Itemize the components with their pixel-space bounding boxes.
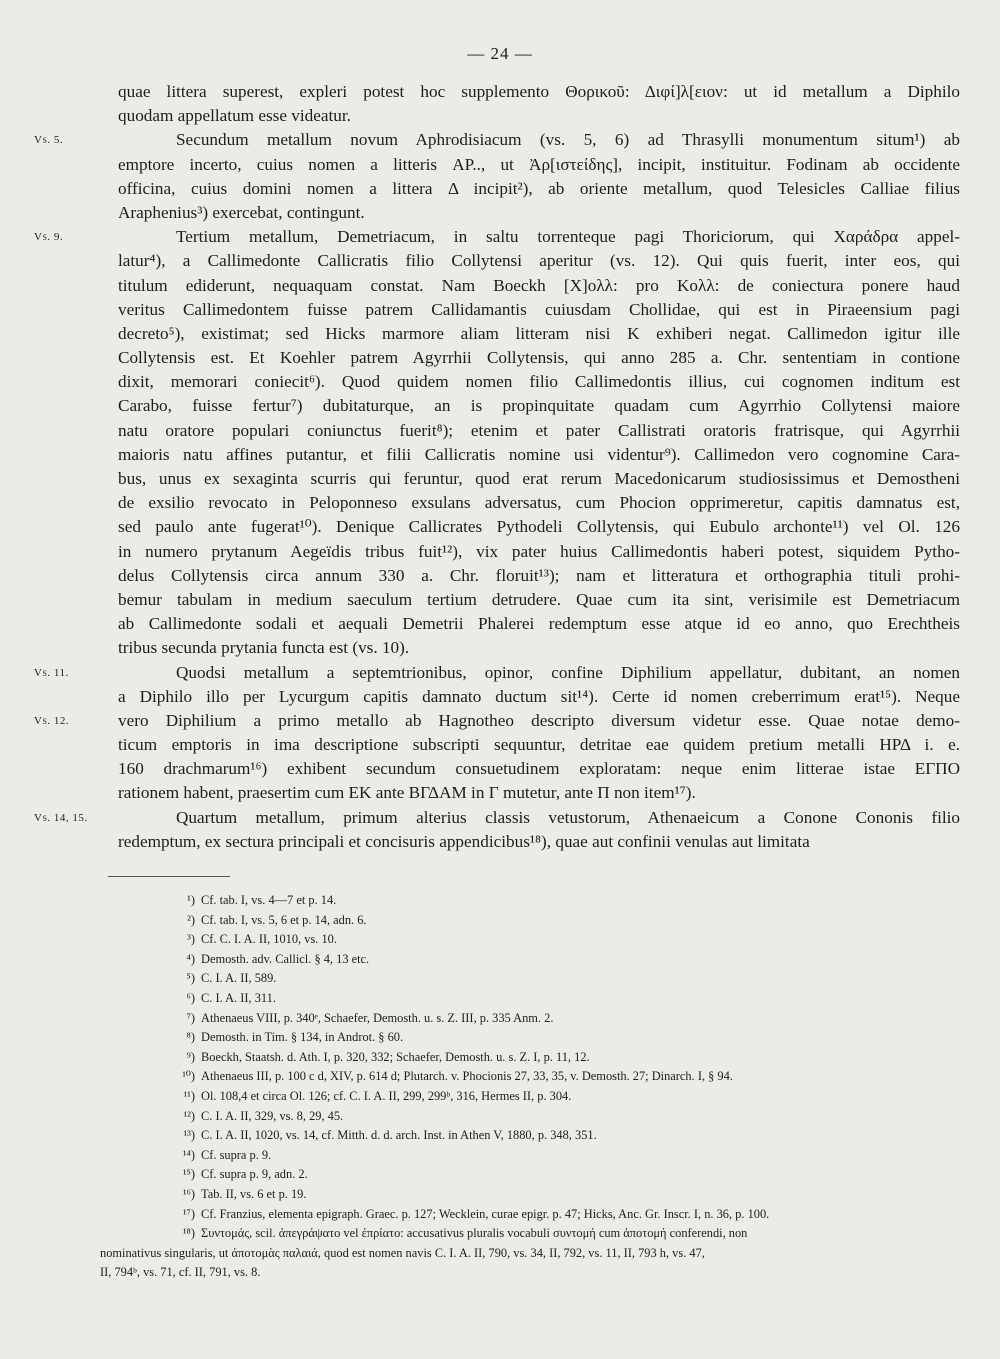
footnote-text: Athenaeus III, p. 100 c d, XIV, p. 614 d; Plutarch. v. Phocionis 27, 33, 35, v. Demosth. 27; Dinarch. I, § 94. bbox=[201, 1069, 733, 1084]
footnote-text: Ol. 108,4 et circa Ol. 126; cf. C. I. A. II, 299, 299ᵇ, 316, Hermes II, p. 304. bbox=[201, 1088, 572, 1103]
body-line: redemptum, ex sectura principali et concisuris appendicibus¹⁸), quae aut confinii venulas aut limitata bbox=[118, 831, 810, 851]
body-line: sed paulo ante fugerat¹⁰). Denique Callicrates Pythodeli Collytensis, qui Eubulo archonte¹¹) vel Ol. 126 bbox=[118, 517, 960, 537]
footnote-number: ¹³) bbox=[183, 1128, 195, 1143]
body-line: ab Callimedonte sodali et aequali Demetrii Phalerei redemptum esse atque id eo anno, quo Erechtheis bbox=[118, 614, 960, 634]
body-line: Collytensis est. Et Koehler patrem Agyrrhii Collytensis, qui anno 285 a. Chr. sententiam in contione bbox=[118, 348, 960, 368]
footnote bbox=[100, 1126, 950, 1146]
footnote-text: Cf. tab. I, vs. 4—7 et p. 14. bbox=[201, 893, 337, 907]
body-line: bemur tabulam in medium saeculum tertium detrudere. Quae cum ita sint, verisimile est Demetriacum bbox=[118, 589, 960, 609]
body-line: latur⁴), a Callimedonte Callicratis filio Collytensi aperitur (vs. 12). Qui quis fuerit, inter eos, qui bbox=[118, 251, 960, 271]
body-line: Secundum metallum novum Aphrodisiacum (vs. 5, 6) ad Thrasylli monumentum situm¹) ab bbox=[176, 130, 960, 150]
body-line: tribus secunda prytania functa est (vs. 10). bbox=[118, 638, 410, 658]
margin-verse-ref: Vs. 14, 15. bbox=[34, 811, 88, 824]
footnote-number: ⁸) bbox=[186, 1030, 195, 1045]
body-line: maioris natu affines putantur, et filii Callicratis nomine usi videntur⁹). Callimedon vero cognomine Cara- bbox=[118, 444, 960, 464]
body-line: ticum emptoris in ima descriptione subscripti sequuntur, detritae eae quidem pretium metalli ΗΡΔ i. e. bbox=[118, 735, 960, 755]
footnote bbox=[100, 1048, 950, 1068]
footnote bbox=[100, 1224, 950, 1244]
body-line: Araphenius³) exercebat, contingunt. bbox=[118, 202, 365, 222]
footnote-text: C. I. A. II, 311. bbox=[201, 990, 276, 1005]
footnote-number: ¹⁰) bbox=[182, 1069, 195, 1084]
footnote-number: ¹⁷) bbox=[182, 1206, 195, 1221]
footnote-text: Cf. C. I. A. II, 1010, vs. 10. bbox=[201, 932, 337, 947]
footnote-text: Demosth. adv. Callicl. § 4, 13 etc. bbox=[201, 951, 370, 966]
footnote-text: Tab. II, vs. 6 et p. 19. bbox=[201, 1186, 307, 1201]
page-number: — 24 — bbox=[467, 44, 533, 63]
footnotes bbox=[100, 891, 950, 1283]
footnote bbox=[100, 911, 950, 931]
body-line: veritus Callimedontem fuisse patrem Callidamantis cuiusdam Chollidae, qui est in Piraeensium pagi bbox=[118, 299, 960, 319]
body-line: Tertium metallum, Demetriacum, in saltu torrenteque pagi Thoriciorum, qui Χαράδρα appel- bbox=[176, 227, 960, 247]
footnote-number: ⁷) bbox=[186, 1010, 195, 1025]
footnote-number: ¹⁴) bbox=[182, 1147, 195, 1162]
body-line: dixit, memorari coniecit⁶). Quod quidem nomen filio Callimedontis illius, cui cognomen inditum est bbox=[118, 372, 960, 392]
body-line: delus Collytensis circa annum 330 a. Chr. floruit¹³); nam et litteratura et orthographia tituli prohi- bbox=[118, 565, 960, 585]
body-line: officina, cuius domini nomen a littera Δ incipit²), ab oriente metallum, quod Telesicles Calliae filius bbox=[118, 178, 960, 198]
footnote-text: Cf. supra p. 9, adn. 2. bbox=[201, 1167, 308, 1182]
footnote-text: Demosth. in Tim. § 134, in Androt. § 60. bbox=[201, 1030, 404, 1045]
body-text bbox=[34, 80, 960, 854]
footnote-number: ¹⁶) bbox=[182, 1186, 195, 1201]
footnote bbox=[100, 950, 950, 970]
body-line: titulum ediderunt, nequaquam constat. Nam Boeckh [Χ]ολλ: pro Κολλ: de coniectura ponere haud bbox=[118, 275, 960, 295]
footnote bbox=[100, 1205, 950, 1225]
margin-verse-ref: Vs. 11. bbox=[34, 666, 69, 679]
footnote-number: ¹⁵) bbox=[182, 1167, 195, 1182]
footnote bbox=[100, 1146, 950, 1166]
footnote bbox=[100, 1028, 950, 1048]
footnote-number: ¹) bbox=[187, 893, 195, 907]
body-line: a Diphilo illo per Lycurgum capitis damnato ductum sit¹⁴). Certe id nomen creberrimum erat¹⁵). Neque bbox=[118, 686, 960, 706]
body-line: Quartum metallum, primum alterius classis vetustorum, Athenaeicum a Conone Cononis filio bbox=[176, 807, 960, 827]
footnote-number: ³) bbox=[187, 932, 195, 947]
footnote bbox=[100, 969, 950, 989]
footnote-text: Athenaeus VIII, p. 340ᵉ, Schaefer, Demosth. u. s. Z. III, p. 335 Anm. 2. bbox=[201, 1010, 554, 1025]
body-line: Quodsi metallum a septemtrionibus, opinor, confine Diphilium appellatur, dubitant, an nomen bbox=[176, 662, 960, 682]
footnote-text: Cf. tab. I, vs. 5, 6 et p. 14, adn. 6. bbox=[201, 912, 367, 927]
footnote bbox=[100, 989, 950, 1009]
body-line: 160 drachmarum¹⁶) exhibent secundum consuetudinem exploratam: neque enim litterae istae ΕΓΠΟ bbox=[118, 759, 960, 779]
body-line: quodam appellatum esse videatur. bbox=[118, 106, 351, 126]
body-line: vero Diphilium a primo metallo ab Hagnotheo descripto diversum videtur esse. Quae notae demo- bbox=[118, 710, 960, 730]
footnote-text: II, 794ᵇ, vs. 71, cf. II, 791, vs. 8. bbox=[100, 1265, 261, 1280]
body-line: in numero prytanum Aegeïdis tribus fuit¹²), vix pater huius Callimedontis haberi potest, siquidem Pytho- bbox=[118, 541, 960, 561]
body-line: de exsilio revocato in Peloponneso exsulans adversatus, cum Phocion opprimeretur, capitis damnatus est, bbox=[118, 493, 960, 513]
footnote-text: C. I. A. II, 1020, vs. 14, cf. Mitth. d. d. arch. Inst. in Athen V, 1880, p. 348, 351. bbox=[201, 1128, 597, 1143]
margin-verse-ref: Vs. 9. bbox=[34, 231, 64, 244]
footnote-text: Boeckh, Staatsh. d. Ath. I, p. 320, 332; Schaefer, Demosth. u. s. Z. I, p. 11, 12. bbox=[201, 1049, 590, 1064]
body-line: Carabo, fuisse fertur⁷) dubitaturque, an is propinquitate quadam cum Agyrrhio Collytensi maiore bbox=[118, 396, 960, 416]
footnote-number: ¹²) bbox=[183, 1108, 195, 1123]
footnote-text: Cf. Franzius, elementa epigraph. Graec. p. 127; Wecklein, curae epigr. p. 47; Hicks, Anc. Gr. Inscr. I, n. 36, p. 100. bbox=[201, 1206, 770, 1221]
footnote-text: Cf. supra p. 9. bbox=[201, 1147, 272, 1162]
footnote-text: Συντομάς, scil. ἀπεγράψατο vel ἐπρίατο: accusativus pluralis vocabuli συντομή cum ἀποτομή conferendi, non bbox=[201, 1226, 748, 1241]
margin-verse-ref: Vs. 12. bbox=[34, 714, 70, 727]
footnote-number: ¹⁸) bbox=[182, 1226, 195, 1241]
footnote bbox=[100, 1263, 950, 1283]
footnote-text: C. I. A. II, 589. bbox=[201, 971, 277, 986]
footnote bbox=[100, 1107, 950, 1127]
body-line: bus, unus ex sexaginta scurris qui feruntur, quod erat rerum Macedonicarum studiosissimus et Demostheni bbox=[118, 469, 960, 488]
footnote bbox=[100, 930, 950, 950]
body-line: natu oratore populari coniunctus fuerit⁸); etenim et pater Callistrati oratoris fratrisque, qui Agyrrhii bbox=[118, 420, 960, 440]
footnote bbox=[100, 891, 950, 911]
footnote-divider bbox=[108, 876, 230, 877]
footnote-text: nominativus singularis, ut ἀποτομὰς παλαιά, quod est nomen navis C. I. A. II, 790, vs. 34, II, 792, vs. 11, II, 793 h, vs. 47, bbox=[100, 1245, 705, 1260]
footnote-number: ²) bbox=[187, 912, 195, 927]
footnote-number: ⁴) bbox=[186, 951, 195, 966]
footnote bbox=[100, 1185, 950, 1205]
margin-verse-ref: Vs. 5. bbox=[34, 134, 64, 147]
footnote bbox=[100, 1244, 950, 1264]
footnote bbox=[100, 1165, 950, 1185]
body-line: decreto⁵), existimat; sed Hicks marmore aliam litteram nisi Κ exhiberi negat. Callimedon igitur ille bbox=[118, 323, 960, 343]
footnote-number: ⁶) bbox=[186, 990, 195, 1005]
footnote-number: ¹¹) bbox=[183, 1088, 195, 1103]
footnote-number: ⁹) bbox=[186, 1049, 195, 1064]
footnote-number: ⁵) bbox=[186, 971, 195, 986]
body-line: emptore incerto, cuius nomen a litteris ΑΡ.., ut Ἀρ[ιστείδης], incipit, instituitur. Fodinam ab occidente bbox=[118, 154, 960, 174]
body-line: rationem habent, praesertim cum ΕΚ ante ΒΓΔΑΜ in Γ mutetur, ante Π non item¹⁷). bbox=[118, 783, 696, 803]
footnote bbox=[100, 1009, 950, 1029]
footnote-text: C. I. A. II, 329, vs. 8, 29, 45. bbox=[201, 1108, 344, 1123]
footnote bbox=[100, 1067, 950, 1087]
footnote bbox=[100, 1087, 950, 1107]
body-line: quae littera superest, expleri potest hoc supplemento Θορικοῦ: Διφί]λ[ειον: ut id metallum a Diphilo bbox=[118, 82, 960, 101]
